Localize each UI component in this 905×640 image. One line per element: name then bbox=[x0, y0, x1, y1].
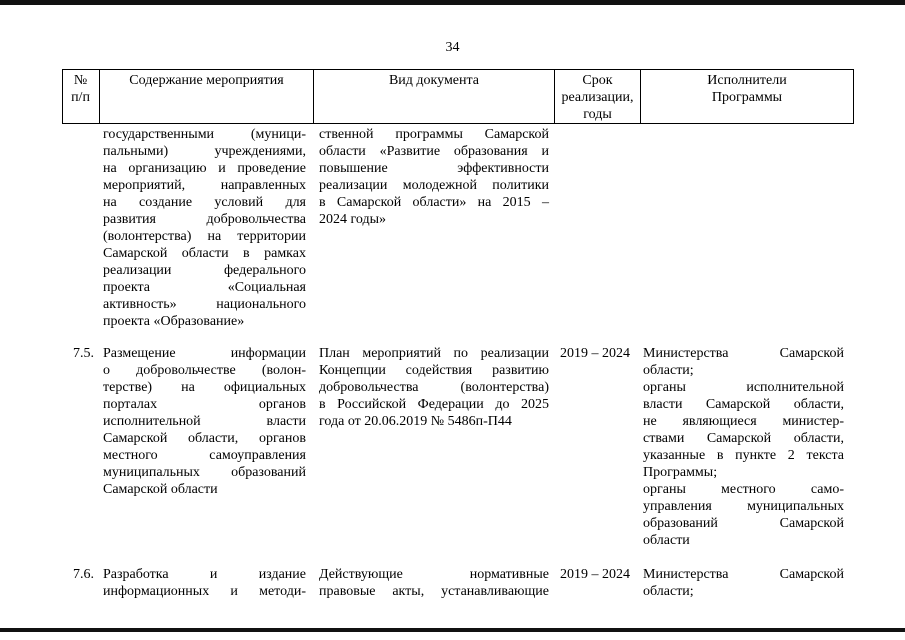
page-number: 34 bbox=[445, 40, 460, 55]
header-top-rule bbox=[62, 69, 853, 70]
row-7-5-term: 2019 – 2024 bbox=[560, 346, 630, 361]
top-border bbox=[0, 0, 905, 5]
cont-content-cell: государственными (муници- пальными) учреждениями, на организацию и проведение мероприятий, направленных на создание условий для развития добровольчества (волонтерства) на территории Самарской области в рамках реализации федерального проекта «Социальная активность» национального проекта «Образование» bbox=[103, 127, 306, 329]
row-7-6-executors: Министерства Самарской области; bbox=[643, 567, 844, 599]
row-7-6-doc: Действующие нормативные правовые акты, устанавливающие bbox=[319, 567, 549, 599]
row-7-6-content: Разработка и издание информационных и методи- bbox=[103, 567, 306, 599]
header-content: Содержание мероприятия bbox=[129, 73, 284, 88]
row-7-6-number: 7.6. bbox=[73, 567, 94, 582]
cont-doc-cell: ственной программы Самарской области «Развитие образования и повышение эффективности реализации молодежной политики в Самарской области» на 2015 – 2024 годы» bbox=[319, 127, 549, 227]
header-executors: Исполнители Программы bbox=[707, 73, 787, 105]
row-7-5-executors: Министерства Самарской области; органы исполнительной власти Самарской области, не являющиеся министер- ствами Самарской области, указанные в пункте 2 текста Программы; органы местного само- управления муниципальных образований Самарской области bbox=[643, 346, 844, 548]
row-7-6-term: 2019 – 2024 bbox=[560, 567, 630, 582]
bottom-border bbox=[0, 628, 905, 632]
col-divider-5 bbox=[853, 69, 854, 124]
header-term: Срок реализации, годы bbox=[561, 73, 634, 122]
row-7-5-number: 7.5. bbox=[73, 346, 94, 361]
row-7-5-content: Размещение информации о добровольчестве (волон- терстве) на официальных порталах органов исполнительной власти Самарской области, органов местного самоуправления муниципальных образований Самарской области bbox=[103, 346, 306, 497]
header-doc-type: Вид документа bbox=[388, 73, 480, 88]
header-num: № п/п bbox=[71, 73, 90, 105]
header-bottom-rule bbox=[62, 123, 853, 124]
row-7-5-doc: План мероприятий по реализации Концепции содействия развитию добровольчества (волонтерства) в Российской Федерации до 2025 года от 20.06.2019 № 5486п-П44 bbox=[319, 346, 549, 429]
